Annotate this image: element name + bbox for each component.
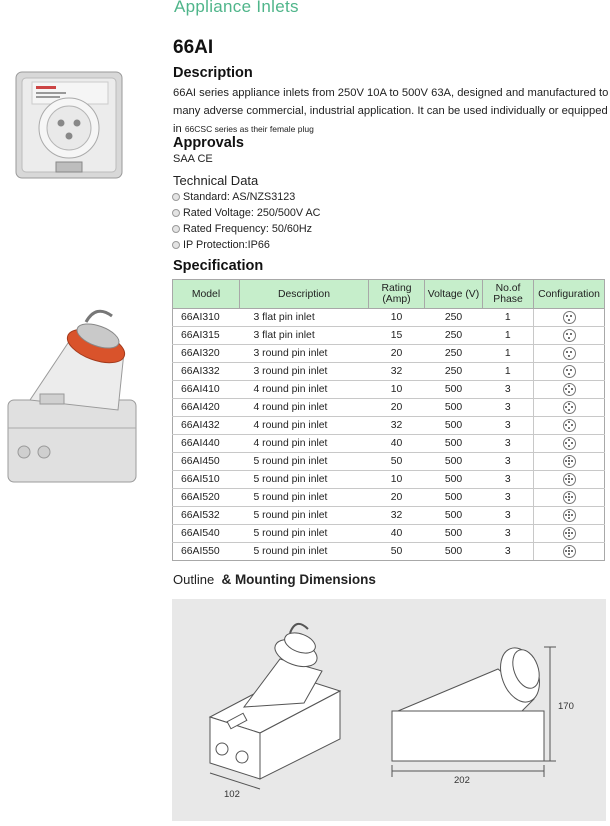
cell-description: 4 round pin inlet [240,399,369,417]
cell-configuration [534,507,605,525]
table-row [173,327,605,345]
table-row [173,471,605,489]
cell-configuration [534,543,605,561]
pin-configuration-icon [563,311,576,324]
tech-item: Rated Voltage: 250/500V AC [172,207,320,219]
cell-description: 5 round pin inlet [240,453,369,471]
table-row [173,507,605,525]
table-header-row [173,280,605,309]
product-front-image [10,66,130,184]
cell-phase: 3 [483,507,534,525]
cell-description: 5 round pin inlet [240,507,369,525]
cell-description: 4 round pin inlet [240,417,369,435]
table-row [173,345,605,363]
cell-model: 66AI520 [173,489,240,507]
cell-model: 66AI550 [173,543,240,561]
cell-rating: 15 [369,327,425,345]
cell-voltage: 500 [425,543,483,561]
cell-model: 66AI440 [173,435,240,453]
cell-phase: 1 [483,327,534,345]
section-title: Appliance Inlets [174,0,299,16]
cell-configuration [534,399,605,417]
cell-rating: 50 [369,543,425,561]
cell-configuration [534,525,605,543]
dimension-length: 202 [454,775,470,786]
cell-configuration [534,309,605,327]
column-header: Voltage (V) [425,280,483,309]
column-header: Model [173,280,240,309]
column-header: Configuration [534,280,605,309]
product-angled-image [0,300,160,490]
cell-rating: 32 [369,417,425,435]
cell-description: 5 round pin inlet [240,543,369,561]
cell-voltage: 250 [425,309,483,327]
description-text-small: 66CSC series as their female plug [184,124,314,134]
cell-voltage: 250 [425,345,483,363]
cell-rating: 10 [369,471,425,489]
cell-model: 66AI332 [173,363,240,381]
cell-phase: 1 [483,345,534,363]
pin-configuration-icon [563,455,576,468]
cell-rating: 10 [369,309,425,327]
cell-phase: 3 [483,543,534,561]
cell-model: 66AI420 [173,399,240,417]
bullet-icon [172,209,180,217]
table-row [173,309,605,327]
cell-rating: 20 [369,399,425,417]
cell-voltage: 500 [425,453,483,471]
pin-configuration-icon [563,545,576,558]
pin-configuration-icon [563,419,576,432]
table-row [173,453,605,471]
cell-voltage: 500 [425,525,483,543]
outline-drawing [172,599,606,821]
cell-voltage: 250 [425,327,483,345]
cell-configuration [534,345,605,363]
cell-configuration [534,453,605,471]
cell-rating: 32 [369,363,425,381]
cell-description: 4 round pin inlet [240,435,369,453]
cell-configuration [534,381,605,399]
pin-configuration-icon [563,527,576,540]
outline-title: Outline & Mounting Dimensions [173,572,376,587]
cell-rating: 50 [369,453,425,471]
table-row [173,381,605,399]
cell-phase: 3 [483,435,534,453]
cell-rating: 10 [369,381,425,399]
table-row [173,363,605,381]
cell-rating: 40 [369,525,425,543]
cell-description: 3 flat pin inlet [240,327,369,345]
cell-rating: 20 [369,345,425,363]
table-row [173,543,605,561]
bullet-icon [172,225,180,233]
cell-description: 5 round pin inlet [240,471,369,489]
cell-rating: 40 [369,435,425,453]
table-row [173,399,605,417]
approvals-heading: Approvals [173,135,244,151]
specification-table [172,279,605,561]
pin-configuration-icon [563,347,576,360]
cell-rating: 32 [369,507,425,525]
dimension-width: 102 [224,789,240,800]
cell-voltage: 500 [425,507,483,525]
dimension-height: 170 [558,701,574,712]
cell-configuration [534,489,605,507]
column-header: Rating (Amp) [369,280,425,309]
cell-phase: 3 [483,471,534,489]
cell-description: 5 round pin inlet [240,489,369,507]
table-row [173,489,605,507]
bullet-icon [172,193,180,201]
description-text [173,84,610,138]
pin-configuration-icon [563,437,576,450]
approvals-text: SAA CE [173,153,213,165]
cell-voltage: 500 [425,399,483,417]
cell-phase: 3 [483,381,534,399]
cell-phase: 3 [483,453,534,471]
description-heading: Description [173,65,253,81]
cell-phase: 3 [483,525,534,543]
cell-phase: 1 [483,363,534,381]
table-row [173,525,605,543]
cell-voltage: 500 [425,471,483,489]
pin-configuration-icon [563,383,576,396]
bullet-icon [172,241,180,249]
technical-data-heading: Technical Data [173,173,259,188]
cell-configuration [534,471,605,489]
description-text-main: 66AI series appliance inlets from 250V 10A to 500V 63A, designed and manufactured to many adverse commercial, industrial application. It can be used individually or equipped in [173,87,609,135]
column-header: Description [240,280,369,309]
column-header: No.of Phase [483,280,534,309]
cell-rating: 20 [369,489,425,507]
cell-model: 66AI432 [173,417,240,435]
cell-model: 66AI532 [173,507,240,525]
cell-phase: 3 [483,399,534,417]
cell-model: 66AI540 [173,525,240,543]
cell-model: 66AI510 [173,471,240,489]
pin-configuration-icon [563,365,576,378]
cell-phase: 3 [483,417,534,435]
model-title: 66AI [173,37,214,58]
specification-heading: Specification [173,258,264,274]
cell-voltage: 250 [425,363,483,381]
cell-voltage: 500 [425,435,483,453]
cell-configuration [534,417,605,435]
cell-configuration [534,327,605,345]
cell-model: 66AI410 [173,381,240,399]
cell-model: 66AI315 [173,327,240,345]
cell-description: 3 flat pin inlet [240,309,369,327]
cell-configuration [534,435,605,453]
outline-drawing-panel [172,599,606,821]
cell-voltage: 500 [425,381,483,399]
cell-phase: 1 [483,309,534,327]
cell-description: 3 round pin inlet [240,363,369,381]
cell-voltage: 500 [425,417,483,435]
cell-description: 5 round pin inlet [240,525,369,543]
pin-configuration-icon [563,473,576,486]
pin-configuration-icon [563,329,576,342]
cell-description: 4 round pin inlet [240,381,369,399]
table-row [173,417,605,435]
tech-item: IP Protection:IP66 [172,239,270,251]
cell-model: 66AI310 [173,309,240,327]
cell-description: 3 round pin inlet [240,345,369,363]
cell-model: 66AI320 [173,345,240,363]
cell-configuration [534,363,605,381]
cell-phase: 3 [483,489,534,507]
pin-configuration-icon [563,401,576,414]
cell-model: 66AI450 [173,453,240,471]
tech-item: Standard: AS/NZS3123 [172,191,295,203]
pin-configuration-icon [563,491,576,504]
pin-configuration-icon [563,509,576,522]
table-row [173,435,605,453]
cell-voltage: 500 [425,489,483,507]
tech-item: Rated Frequency: 50/60Hz [172,223,312,235]
